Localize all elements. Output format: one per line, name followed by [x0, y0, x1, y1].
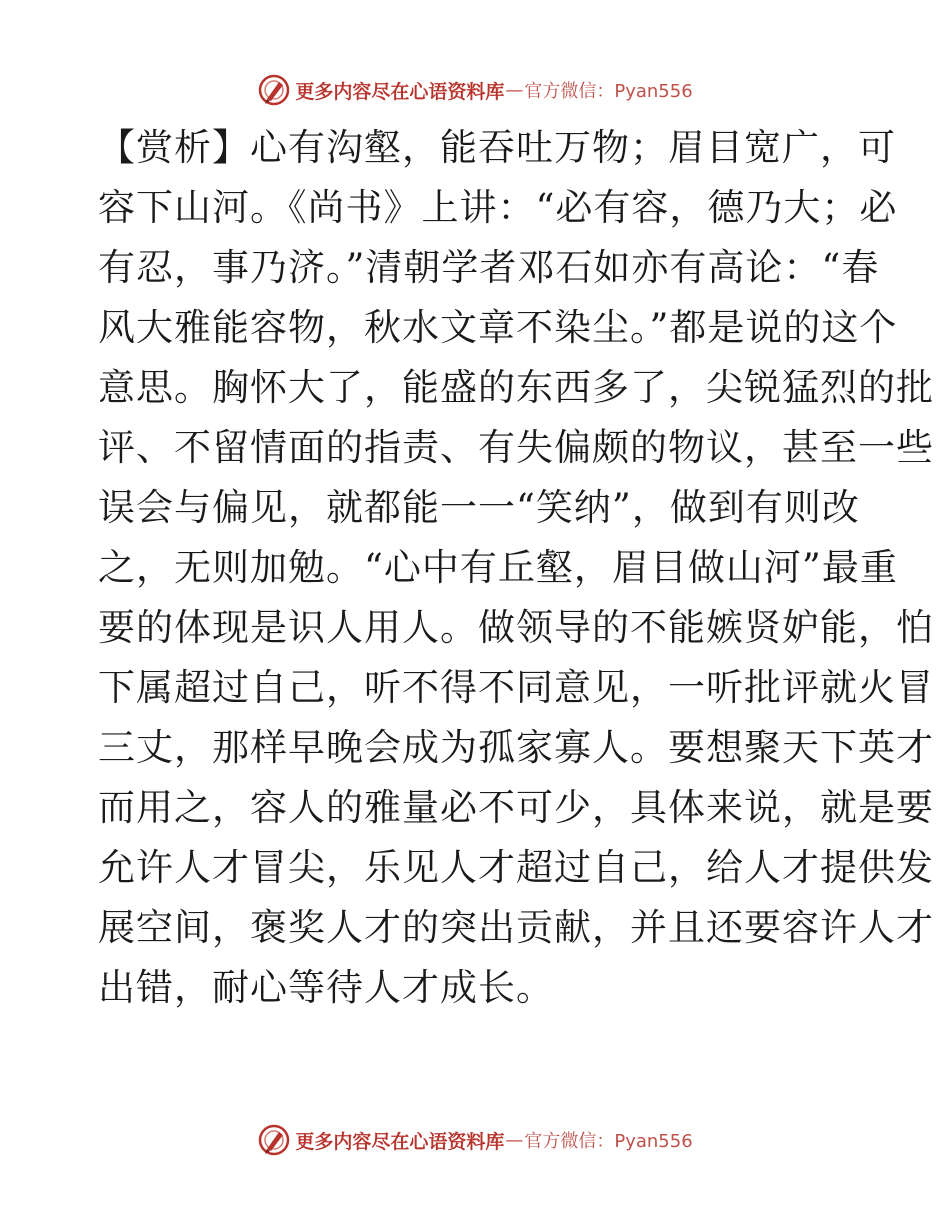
body-line: 展空间，褒奖人才的突出贡献，并且还要容许人才: [98, 906, 934, 949]
header-slogan: 更多内容尽在心语资料库: [295, 80, 505, 103]
footer-slogan: 更多内容尽在心语资料库: [295, 1130, 505, 1153]
document-body: [98, 122, 934, 1022]
body-line: 意思。胸怀大了，能盛的东西多了，尖锐猛烈的批: [98, 366, 934, 409]
header-banner: [0, 68, 950, 112]
footer-contact: 官方微信：Pyan556: [524, 1131, 693, 1152]
pen-nib-emblem-icon: [257, 1123, 291, 1157]
body-line: 要的体现是识人用人。做领导的不能嫉贤妒能，怕: [98, 606, 934, 649]
header-contact: 官方微信：Pyan556: [524, 81, 693, 102]
body-line: 【赏析】心有沟壑，能吞吐万物；眉目宽广，可: [98, 126, 896, 169]
header-separator: —: [505, 79, 524, 101]
pen-nib-emblem-icon: [257, 73, 291, 107]
body-line: 有忍，事乃济。”清朝学者邓石如亦有高论：“春: [98, 246, 880, 289]
footer-separator: —: [505, 1129, 524, 1151]
body-line: 容下山河。《尚书》上讲：“必有容，德乃大；必: [98, 186, 898, 229]
body-line: 风大雅能容物，秋水文章不染尘。”都是说的这个: [98, 306, 898, 349]
body-line: 允许人才冒尖，乐见人才超过自己，给人才提供发: [98, 846, 934, 889]
footer-banner: [0, 1118, 950, 1162]
body-line: 下属超过自己，听不得不同意见，一听批评就火冒: [98, 666, 934, 709]
body-line: 误会与偏见，就都能一一“笑纳”，做到有则改: [98, 486, 860, 529]
body-line: 之，无则加勉。“心中有丘壑，眉目做山河”最重: [98, 546, 898, 589]
body-line: 三丈，那样早晚会成为孤家寡人。要想聚天下英才: [98, 726, 934, 769]
body-line: 出错，耐心等待人才成长。: [98, 966, 554, 1009]
body-line: 评、不留情面的指责、有失偏颇的物议，甚至一些: [98, 426, 934, 469]
body-line: 而用之，容人的雅量必不可少，具体来说，就是要: [98, 786, 934, 829]
